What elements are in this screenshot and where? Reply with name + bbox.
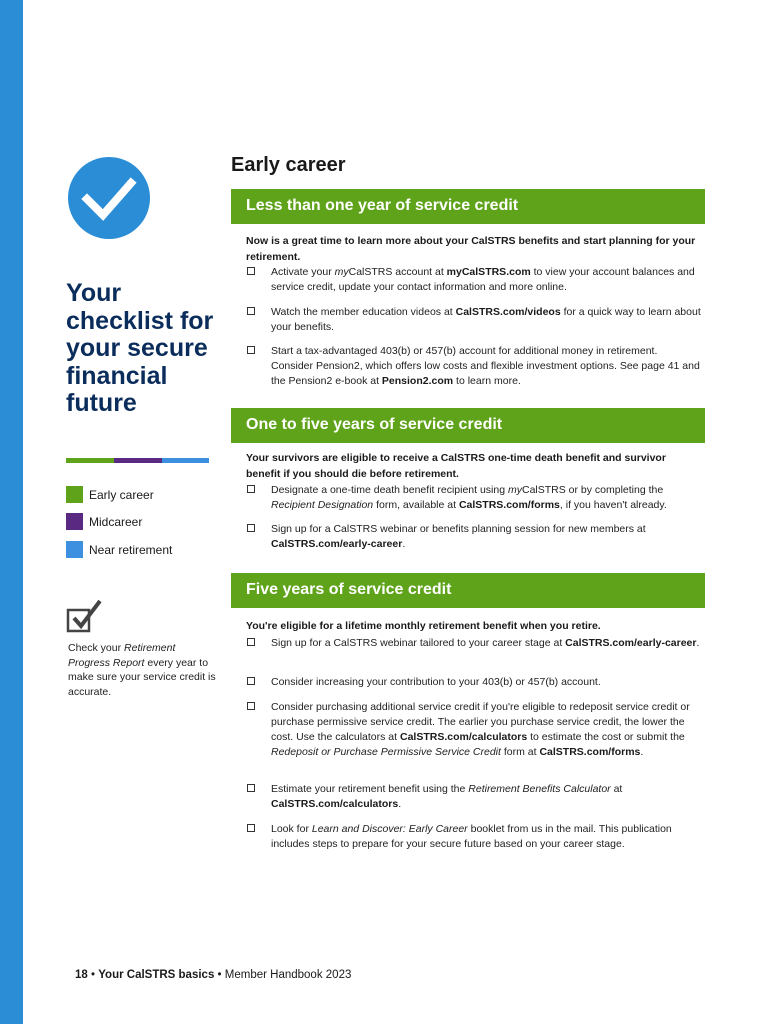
body-text: Sign up for a CalSTRS webinar or benefits planning session for new members at	[271, 523, 646, 535]
emphasis-text: Retirement Benefits Calculator	[468, 783, 611, 795]
checklist-item-text	[271, 675, 701, 690]
legend-swatch	[66, 541, 83, 558]
checkbox[interactable]	[247, 267, 255, 275]
checkbox[interactable]	[247, 524, 255, 532]
link-text: CalSTRS.com/forms	[539, 746, 641, 758]
checklist-item-text	[271, 265, 701, 295]
checklist-item	[246, 483, 701, 513]
tip-report-name: Retirement Progress Report	[68, 642, 176, 669]
body-text: to view your account balances and service credit, update your contact information and more online.	[271, 266, 695, 293]
body-text: at	[610, 783, 623, 795]
checklist-item-text	[271, 700, 701, 760]
checklist-item-text	[271, 636, 701, 651]
section-heading: Early career	[231, 154, 346, 176]
legend-label: Midcareer	[89, 515, 143, 529]
legend-swatch	[66, 513, 83, 530]
body-text: Start a tax-advantaged 403(b) or 457(b) account for additional money in retirement. Consider Pension2, which offers low costs and flexible investment options. See page 41 and the Pension2 e-book at	[271, 345, 700, 387]
footer-subtitle: Member Handbook 2023	[224, 969, 352, 981]
section-intro: Your survivors are eligible to receive a CalSTRS one-time death benefit and survivor benefit if you should die before retirement.	[246, 452, 666, 480]
checklist-item	[246, 636, 701, 651]
section-band-one-to-five-years: One to five years of service credit	[231, 408, 705, 443]
checklist-item-text	[271, 522, 701, 552]
body-text: .	[696, 637, 700, 649]
legend-item-near-retirement	[66, 541, 226, 559]
link-text: CalSTRS.com/calculators	[271, 798, 399, 810]
checklist-item	[246, 265, 701, 295]
checklist-item-text	[271, 782, 701, 812]
checklist-item	[246, 522, 701, 552]
body-text: CalSTRS or by completing the	[521, 484, 664, 496]
checklist-item-text	[271, 305, 701, 335]
body-text: .	[402, 538, 406, 550]
link-text: Pension2.com	[381, 375, 454, 387]
link-text: CalSTRS.com/forms	[458, 499, 560, 511]
footer-bullet: •	[91, 969, 96, 981]
sidebar-title: Your checklist for your secure financial future	[66, 279, 214, 417]
legend-item-early-career	[66, 486, 226, 504]
tip-text: every year to make sure your service credit is accurate.	[68, 656, 216, 698]
emphasis-text: Learn and Discover: Early Career	[311, 823, 468, 835]
section-band-less-than-one-year: Less than one year of service credit	[231, 189, 705, 224]
checkbox[interactable]	[247, 784, 255, 792]
body-text: .	[398, 798, 402, 810]
body-text: Estimate your retirement benefit using the	[271, 783, 469, 795]
checklist-item	[246, 675, 701, 690]
body-text: CalSTRS account at	[348, 266, 447, 278]
body-text: Watch the member education videos at	[271, 306, 456, 318]
legend-label: Early career	[89, 488, 154, 502]
emphasis-text: my	[334, 266, 349, 278]
body-text: Designate a one-time death benefit recipient using	[271, 484, 508, 496]
body-text: to estimate the cost or submit the	[527, 731, 685, 743]
footer-bullet: •	[217, 969, 222, 981]
checklist-item-text	[271, 822, 701, 852]
checkbox[interactable]	[247, 702, 255, 710]
link-text: myCalSTRS.com	[446, 266, 531, 278]
section-intro: Now is a great time to learn more about your CalSTRS benefits and start planning for your retirement.	[246, 235, 696, 263]
page-edge-bar	[0, 0, 23, 1024]
checkbox[interactable]	[247, 307, 255, 315]
legend-label: Near retirement	[89, 543, 173, 557]
emphasis-text: Redeposit or Purchase Permissive Service Credit	[271, 746, 501, 758]
checklist-item-text	[271, 344, 701, 389]
checkbox-checked-icon	[66, 598, 104, 639]
emphasis-text: Recipient Designation	[271, 499, 374, 511]
checkbox[interactable]	[247, 485, 255, 493]
emphasis-text: my	[507, 484, 522, 496]
section-intro: You're eligible for a lifetime monthly retirement benefit when you retire.	[246, 620, 601, 632]
progress-report-tip	[68, 641, 218, 699]
checklist-item-text	[271, 483, 701, 513]
checklist-item	[246, 305, 701, 335]
checkbox[interactable]	[247, 824, 255, 832]
checkbox[interactable]	[247, 638, 255, 646]
checklist-item	[246, 782, 701, 812]
body-text: form, available at	[373, 499, 459, 511]
body-text: Sign up for a CalSTRS webinar tailored to your career stage at	[271, 637, 566, 649]
page-number: 18	[75, 969, 88, 981]
legend-item-midcareer	[66, 513, 226, 531]
body-text: Consider increasing your contribution to your 403(b) or 457(b) account.	[271, 676, 601, 688]
body-text: Look for	[271, 823, 312, 835]
link-text: CalSTRS.com/videos	[455, 306, 561, 318]
link-text: CalSTRS.com/early-career	[271, 538, 403, 550]
body-text: to learn more.	[453, 375, 521, 387]
page-footer	[75, 969, 351, 981]
stripe-early	[66, 458, 114, 463]
body-text: Activate your	[271, 266, 335, 278]
checkmark-circle-icon	[68, 157, 150, 239]
checklist-item	[246, 700, 701, 760]
section-band-five-years: Five years of service credit	[231, 573, 705, 608]
link-text: CalSTRS.com/early-career	[565, 637, 697, 649]
body-text: , if you haven't already.	[559, 499, 667, 511]
body-text: form at	[500, 746, 540, 758]
stripe-mid	[114, 458, 162, 463]
legend-swatch	[66, 486, 83, 503]
body-text: .	[640, 746, 644, 758]
body-text: Consider purchasing additional service credit if you're eligible to redeposit service credit or purchase permissive service credit. The earlier you purchase service credit, the lower the cost. Use the calculators at	[271, 701, 690, 743]
tip-text: Check your	[68, 642, 125, 654]
checklist-item	[246, 822, 701, 852]
body-text: booklet from us in the mail. This publication includes steps to prepare for your secure future based on your career stage.	[271, 823, 672, 850]
footer-title: Your CalSTRS basics	[98, 969, 215, 981]
stripe-near	[162, 458, 209, 463]
checkbox[interactable]	[247, 677, 255, 685]
link-text: CalSTRS.com/calculators	[399, 731, 528, 743]
checklist-item	[246, 344, 701, 389]
body-text: for a quick way to learn about your benefits.	[271, 306, 701, 333]
checkbox[interactable]	[247, 346, 255, 354]
